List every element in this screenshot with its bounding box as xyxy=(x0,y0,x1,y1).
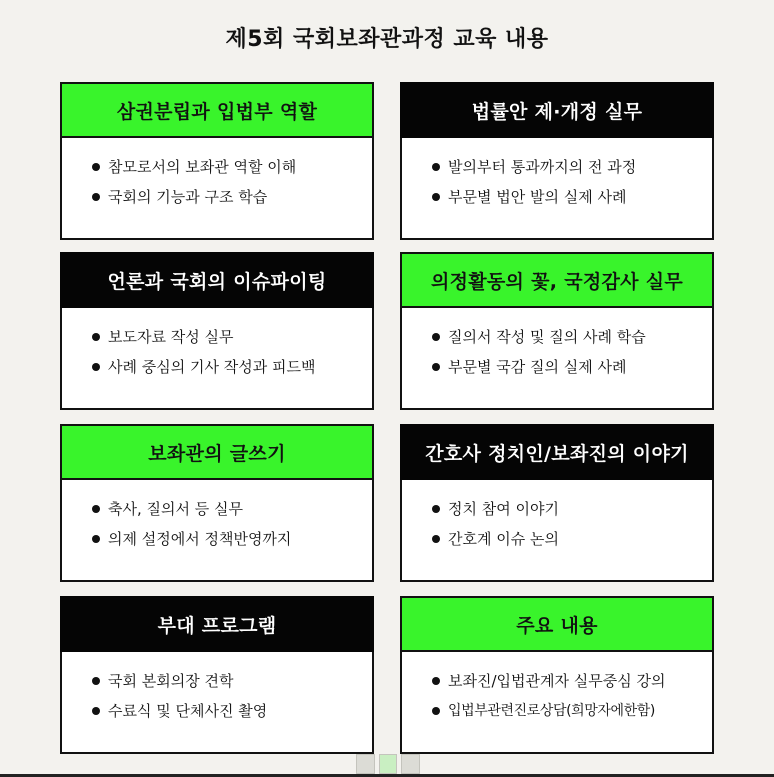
card-body xyxy=(400,480,714,582)
bullet-list xyxy=(428,322,712,382)
bullet-item: 수료식 및 단체사진 촬영 xyxy=(88,696,372,726)
card-body xyxy=(60,138,374,240)
card-heading: 보좌관의 글쓰기 xyxy=(60,424,374,480)
card-main-content xyxy=(400,596,714,754)
card-body xyxy=(400,308,714,410)
card-body xyxy=(60,480,374,582)
card-body xyxy=(400,138,714,240)
bullet-item: 보좌진/입법관계자 실무중심 강의 xyxy=(428,666,712,696)
bullet-item: 보도자료 작성 실무 xyxy=(88,322,372,352)
bullet-item: 발의부터 통과까지의 전 과정 xyxy=(428,152,712,182)
card-national-audit xyxy=(400,252,714,410)
card-heading: 삼권분립과 입법부 역할 xyxy=(60,82,374,138)
card-body xyxy=(60,308,374,410)
thumbnail xyxy=(401,754,420,774)
bullet-item: 입법부관련진로상담(희망자에한함) xyxy=(428,696,712,726)
card-heading: 의정활동의 꽃, 국정감사 실무 xyxy=(400,252,714,308)
bullet-list xyxy=(88,494,372,554)
bullet-item: 국회의 기능과 구조 학습 xyxy=(88,182,372,212)
card-legislation-practice xyxy=(400,82,714,240)
thumbnail xyxy=(356,754,375,774)
card-body xyxy=(60,652,374,754)
bullet-item: 국회 본회의장 견학 xyxy=(88,666,372,696)
card-nurse-politicians xyxy=(400,424,714,582)
bullet-item: 의제 설정에서 정책반영까지 xyxy=(88,524,372,554)
bullet-item: 질의서 작성 및 질의 사례 학습 xyxy=(428,322,712,352)
card-heading: 언론과 국회의 이슈파이팅 xyxy=(60,252,374,308)
thumbnail-strip xyxy=(356,754,420,774)
bullet-list xyxy=(428,494,712,554)
card-body xyxy=(400,652,714,754)
card-media-issue-fighting xyxy=(60,252,374,410)
bullet-item: 부문별 법안 발의 실제 사례 xyxy=(428,182,712,212)
bullet-item: 간호계 이슈 논의 xyxy=(428,524,712,554)
bullet-item: 축사, 질의서 등 실무 xyxy=(88,494,372,524)
bullet-list xyxy=(88,152,372,212)
thumbnail xyxy=(379,754,398,774)
bullet-item: 부문별 국감 질의 실제 사례 xyxy=(428,352,712,382)
bullet-list xyxy=(428,666,712,726)
card-heading: 주요 내용 xyxy=(400,596,714,652)
bullet-item: 참모로서의 보좌관 역할 이해 xyxy=(88,152,372,182)
bullet-list xyxy=(428,152,712,212)
page-title: 제5회 국회보좌관과정 교육 내용 xyxy=(225,27,549,52)
bullet-list xyxy=(88,322,372,382)
bullet-item: 정치 참여 이야기 xyxy=(428,494,712,524)
card-side-programs xyxy=(60,596,374,754)
card-heading: 간호사 정치인/보좌진의 이야기 xyxy=(400,424,714,480)
card-aide-writing xyxy=(60,424,374,582)
card-separation-of-powers xyxy=(60,82,374,240)
card-heading: 법률안 제·개정 실무 xyxy=(400,82,714,138)
card-heading: 부대 프로그램 xyxy=(60,596,374,652)
bullet-item: 사례 중심의 기사 작성과 피드백 xyxy=(88,352,372,382)
bullet-list xyxy=(88,666,372,726)
